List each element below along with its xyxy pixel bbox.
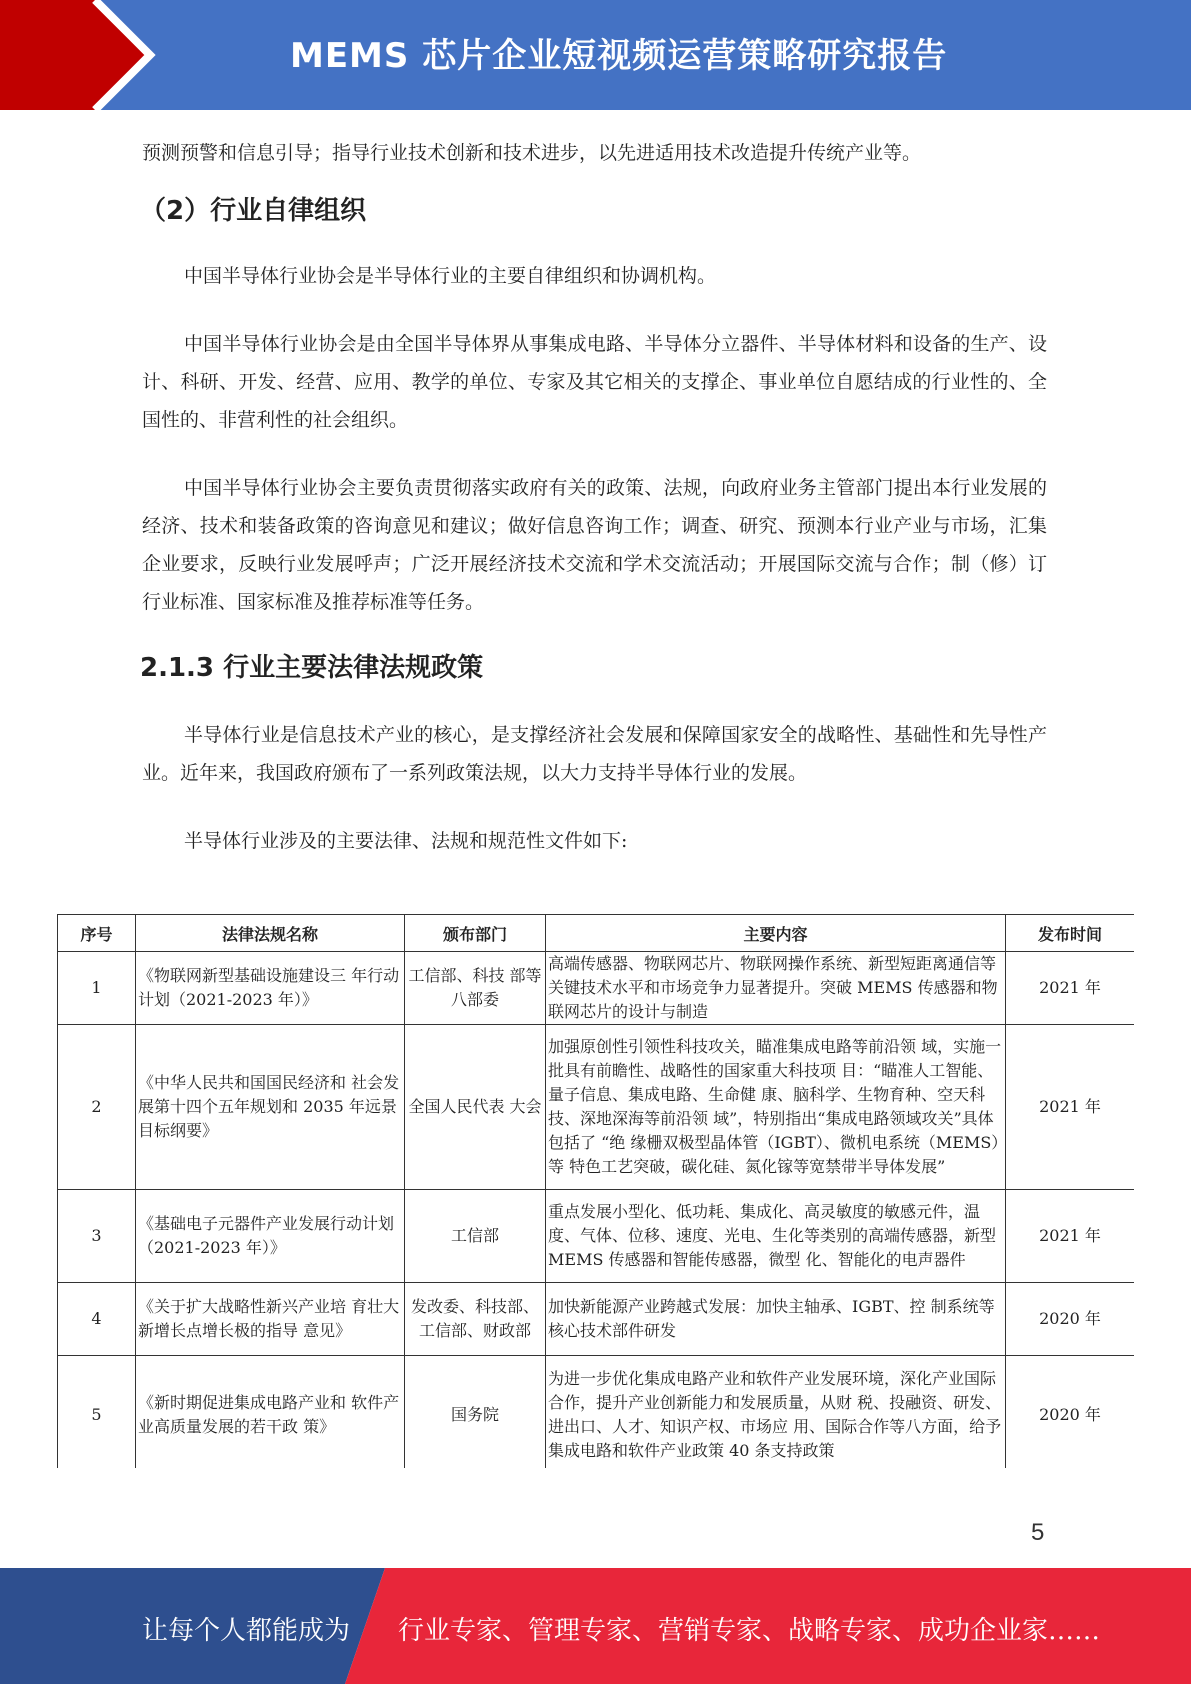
main-content [142, 134, 1047, 860]
page-number: 5 [1031, 1519, 1045, 1546]
cell-date: 2021 年 [1006, 1190, 1135, 1283]
cell-index: 2 [58, 1025, 136, 1190]
column-header-content: 主要内容 [546, 915, 1006, 952]
cell-index: 4 [58, 1283, 136, 1356]
cell-date: 2021 年 [1006, 1025, 1135, 1190]
laws-table [57, 914, 1134, 1468]
table-row [58, 1190, 1135, 1283]
cell-date: 2020 年 [1006, 1356, 1135, 1469]
paragraph-laws-intro: 半导体行业是信息技术产业的核心，是支撑经济社会发展和保障国家安全的战略性、基础性和先导性产业。近年来，我国政府颁布了一系列政策法规，以大力支持半导体行业的发展。 [142, 724, 1047, 784]
cell-index: 3 [58, 1190, 136, 1283]
header-arrow-decoration [0, 0, 170, 110]
column-header-index: 序号 [58, 915, 136, 952]
cell-content: 加强原创性引领性科技攻关，瞄准集成电路等前沿领 域，实施一批具有前瞻性、战略性的国家重大科技项 目：“瞄准人工智能、量子信息、集成电路、生命健 康、脑科学、生物育种、空天科技、深地深海等前沿领 域”，特别指出“集成电路领域攻关”具体包括了 “绝 缘栅双极型晶体管（IGBT）、微机电系统（MEMS）等 特色工艺突破，碳化硅、氮化镓等宽禁带半导体发展” [546, 1025, 1006, 1190]
cell-index: 5 [58, 1356, 136, 1469]
cell-content: 加快新能源产业跨越式发展：加快主轴承、IGBT、控 制系统等核心技术部件研发 [546, 1283, 1006, 1356]
cell-law-name: 《关于扩大战略性新兴产业培 育壮大新增长点增长极的指导 意见》 [136, 1283, 405, 1356]
footer-slogan-right: 行业专家、管理专家、营销专家、战略专家、成功企业家…… [398, 1616, 1101, 1646]
cell-department: 国务院 [405, 1356, 546, 1469]
table-row [58, 1025, 1135, 1190]
laws-table-container [57, 914, 1134, 1468]
table-row [58, 1283, 1135, 1356]
cell-content: 高端传感器、物联网芯片、物联网操作系统、新型短距离通信等关键技术水平和市场竞争力显著提升。突破 MEMS 传感器和物联网芯片的设计与制造 [546, 952, 1006, 1025]
heading-self-regulatory-org: （2）行业自律组织 [140, 196, 367, 226]
table-row [58, 952, 1135, 1025]
cell-content: 重点发展小型化、低功耗、集成化、高灵敏度的敏感元件，温度、气体、位移、速度、光电、生化等类别的高端传感器，新型 MEMS 传感器和智能传感器，微型 化、智能化的电声器件 [546, 1190, 1006, 1283]
paragraph-org-duties: 中国半导体行业协会主要负责贯彻落实政府有关的政策、法规，向政府业务主管部门提出本行业发展的经济、技术和装备政策的咨询意见和建议；做好信息咨询工作；调查、研究、预测本行业产业与市场，汇集企业要求，反映行业发展呼声；广泛开展经济技术交流和学术交流活动；开展国际交流与合作；制（修）订行业标准、国家标准及推荐标准等任务。 [142, 477, 1047, 613]
paragraph-org-definition: 中国半导体行业协会是由全国半导体界从事集成电路、半导体分立器件、半导体材料和设备的生产、设计、科研、开发、经营、应用、教学的单位、专家及其它相关的支撑企、事业单位自愿结成的行业性的、全国性的、非营利性的社会组织。 [142, 333, 1047, 431]
cell-content: 为进一步优化集成电路产业和软件产业发展环境，深化产业国际合作，提升产业创新能力和发展质量，从财 税、投融资、研发、进出口、人才、知识产权、市场应 用、国际合作等八方面，给予集成电路和软件产业政策 40 条支持政策 [546, 1356, 1006, 1469]
cell-department: 发改委、科技部、工信部、财政部 [405, 1283, 546, 1356]
column-header-name: 法律法规名称 [136, 915, 405, 952]
paragraph-org-intro: 中国半导体行业协会是半导体行业的主要自律组织和协调机构。 [184, 265, 717, 287]
cell-department: 工信部、科技 部等八部委 [405, 952, 546, 1025]
cell-department: 全国人民代表 大会 [405, 1025, 546, 1190]
cell-index: 1 [58, 952, 136, 1025]
table-row [58, 1356, 1135, 1469]
column-header-date: 发布时间 [1006, 915, 1135, 952]
paragraph-continued: 预测预警和信息引导；指导行业技术创新和技术进步，以先进适用技术改造提升传统产业等。 [142, 142, 922, 164]
cell-date: 2021 年 [1006, 952, 1135, 1025]
report-title: MEMS 芯片企业短视频运营策略研究报告 [290, 36, 948, 76]
cell-law-name: 《新时期促进集成电路产业和 软件产业高质量发展的若干政 策》 [136, 1356, 405, 1469]
column-header-department: 颁布部门 [405, 915, 546, 952]
footer-slogan-left: 让每个人都能成为 [142, 1616, 351, 1646]
cell-law-name: 《中华人民共和国国民经济和 社会发展第十四个五年规划和 2035 年远景目标纲要》 [136, 1025, 405, 1190]
table-header-row [58, 915, 1135, 952]
page-header [0, 0, 1191, 110]
page-footer [0, 1568, 1191, 1684]
section-heading-laws: 2.1.3 行业主要法律法规政策 [140, 653, 484, 683]
cell-department: 工信部 [405, 1190, 546, 1283]
cell-law-name: 《基础电子元器件产业发展行动计划（2021-2023 年）》 [136, 1190, 405, 1283]
cell-law-name: 《物联网新型基础设施建设三 年行动计划（2021-2023 年）》 [136, 952, 405, 1025]
paragraph-laws-list-intro: 半导体行业涉及的主要法律、法规和规范性文件如下: [184, 830, 628, 852]
cell-date: 2020 年 [1006, 1283, 1135, 1356]
